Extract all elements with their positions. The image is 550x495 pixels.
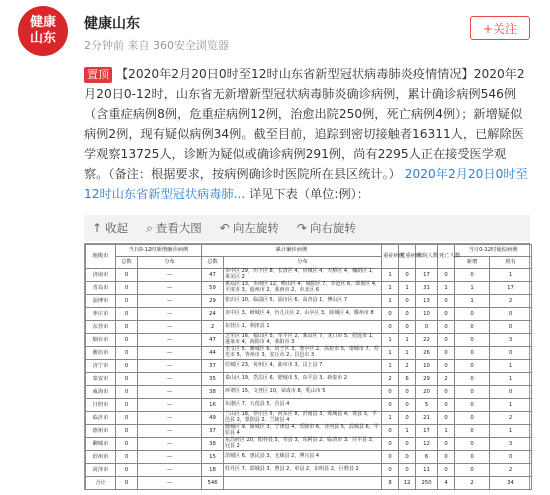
avatar-text-line2: 山东 — [29, 31, 56, 46]
post-link[interactable]: 2020年2月20日0时至12时山东省新型冠状病毒肺... — [84, 167, 528, 201]
header-critical: 危重病例 — [399, 245, 416, 269]
post-content — [84, 64, 530, 204]
cell-critical: 0 — [399, 269, 416, 282]
cell-suspect-now: 0 — [490, 386, 532, 399]
cell-cum-dist: 奎文区 5，潍城区 6，坊子区 3，寒亭区 2，高密市 5，诸城市 7，寿光市 5，青州市 3，安丘市 2，昌邑市 3 — [224, 347, 382, 360]
cell-city: 枣庄市 — [86, 308, 116, 321]
cell-severe: 1 — [382, 412, 399, 425]
cell-suspect-new: 0 — [455, 425, 490, 438]
cell-critical: 0 — [399, 386, 416, 399]
cell-critical: 0 — [399, 464, 416, 477]
table-subheader-row — [86, 257, 532, 269]
cell-cum-total: 59 — [202, 282, 224, 295]
cell-suspect-now: 0 — [490, 347, 532, 360]
cell-cum-dist: 张店区 10，临淄区 5，淄川区 6，高青县 1，博山区 7 — [224, 295, 382, 308]
cell-suspect-now: 0 — [490, 321, 532, 334]
cell-critical: 1 — [399, 282, 416, 295]
cell-suspect-now: 17 — [490, 282, 532, 295]
cell-suspect-new: 0 — [455, 360, 490, 373]
cell-critical: 1 — [399, 347, 416, 360]
cell-city: 潍坊市 — [86, 347, 116, 360]
cell-cured: 17 — [416, 269, 438, 282]
cell-cum-total: 24 — [202, 308, 224, 321]
cell-cum-total: 37 — [202, 425, 224, 438]
cell-cum-dist: 兰山区 18，罗庄区 5，河东区 8，沂南县 3，郯城县 4，费县 3，平邑县 2，蒙阴县 2，兰陵县 4 — [224, 412, 382, 425]
cell-new-dist: — — [138, 477, 202, 490]
follow-button[interactable]: +关注 — [470, 16, 530, 40]
table-row — [86, 425, 532, 438]
table-row — [86, 347, 532, 360]
cell-new-dist: — — [138, 438, 202, 451]
header-sus-new: 新增 — [455, 257, 490, 269]
cell-city: 淄博市 — [86, 295, 116, 308]
cell-suspect-now: 2 — [490, 295, 532, 308]
cell-critical: 0 — [399, 451, 416, 464]
cell-cum-dist: 黄岛区 13，市南区 12，崂山区 4，城阳区 7，李沧区 6，即墨区 4，平度市 3，胶州市 2，莱西市 2，市北区 6 — [225, 281, 381, 293]
cell-cured: 17 — [416, 425, 438, 438]
table-row — [86, 451, 532, 464]
cell-new-total: 0 — [116, 373, 138, 386]
cell-cum-total: 49 — [202, 412, 224, 425]
cell-cum-total: 47 — [202, 334, 224, 347]
cell-suspect-new: 1 — [455, 295, 490, 308]
post-text: 【2020年2月20日0时至12时山东省新型冠状病毒肺炎疫情情况】2020年2月20日0-12时，山东省无新增新型冠状病毒肺炎确诊病例，累计确诊病例546例（含重症病例8例，危重症病例12例，治愈出院250例，死亡病例4例）；新增疑似病例2例，现有疑似病例34例。截至目前，追踪到密切接触者16311人，已解除医学观察13725人，诊断为疑似或确诊病例291例，尚有2295人正在接受医学观察。（备注：根据要求，按病例确诊时医院所在县区统计。） — [84, 67, 525, 181]
table-row — [86, 360, 532, 373]
cell-city: 日照市 — [86, 399, 116, 412]
cell-cum-total: 35 — [202, 373, 224, 386]
cell-death: 1 — [438, 282, 455, 295]
cell-new-dist: — — [138, 347, 202, 360]
cell-cured: 11 — [416, 464, 438, 477]
cell-cum-dist: 牡丹区 7，郓城县 3，曹县 2，单县 2，东明县 2，巨野县 2 — [224, 464, 382, 477]
cell-new-dist: — — [138, 386, 202, 399]
cell-cured: 250 — [416, 477, 438, 490]
cell-death: 0 — [438, 399, 455, 412]
collapse-icon: ↑ — [92, 221, 103, 235]
cell-new-dist: — — [138, 425, 202, 438]
cell-cured: 6 — [416, 451, 438, 464]
cell-suspect-now: 3 — [490, 438, 532, 451]
table-row — [86, 477, 532, 490]
cell-new-total: 0 — [116, 464, 138, 477]
post-suffix: 详见下表（单位:例）： — [249, 187, 369, 201]
cell-severe: 0 — [382, 399, 399, 412]
cell-new-dist: — — [138, 412, 202, 425]
rotate-right-button[interactable] — [297, 220, 356, 236]
data-table-image[interactable] — [84, 243, 530, 490]
cell-new-total: 0 — [116, 386, 138, 399]
covid-table — [85, 244, 532, 490]
cell-suspect-new: 1 — [455, 282, 490, 295]
cell-cum-total: 18 — [202, 464, 224, 477]
cell-suspect-new: 0 — [455, 347, 490, 360]
cell-cured: 26 — [416, 347, 438, 360]
cell-city: 临沂市 — [86, 412, 116, 425]
header-new-total: 总数 — [116, 257, 138, 269]
cell-cum-dist: 市中区 29，历下区 8，长清区 4，历城区 4，天桥区 4，槐荫区 1，莱芜区 2 — [224, 269, 382, 282]
cell-cured: 31 — [416, 282, 438, 295]
cell-death: 0 — [438, 269, 455, 282]
cell-new-total: 0 — [116, 451, 138, 464]
cell-new-dist: — — [138, 360, 202, 373]
cell-cum-dist: 市中区 3，峄城区 4，台儿庄区 2，山亭区 3，薛城区 4，滕州市 8 — [224, 308, 382, 321]
cell-critical: 0 — [399, 321, 416, 334]
cell-cum-total: 38 — [202, 438, 224, 451]
cell-suspect-now: 0 — [490, 308, 532, 321]
cell-severe: 1 — [382, 269, 399, 282]
cell-severe: 0 — [382, 464, 399, 477]
cell-cured: 29 — [416, 373, 438, 386]
cell-death: 0 — [438, 386, 455, 399]
cell-new-total: 0 — [116, 308, 138, 321]
table-row — [86, 399, 532, 412]
cell-suspect-new: 0 — [455, 321, 490, 334]
cell-new-total: 0 — [116, 360, 138, 373]
view-large-button[interactable] — [146, 220, 202, 236]
cell-suspect-now: 0 — [490, 451, 532, 464]
cell-cum-dist: 任城区 23，兖州区 4，曲阜市 3，汶上县 7 — [224, 360, 382, 373]
header-new-confirmed: 当日0-12时新增确诊病例 — [116, 245, 202, 257]
cell-death: 0 — [438, 412, 455, 425]
cell-severe: 8 — [382, 477, 399, 490]
cell-city: 济南市 — [86, 269, 116, 282]
post-header — [0, 0, 550, 62]
collapse-label: 收起 — [105, 221, 129, 235]
cell-suspect-now: 1 — [490, 269, 532, 282]
cell-severe: 0 — [382, 425, 399, 438]
cell-death: 4 — [438, 477, 455, 490]
cell-new-total: 0 — [116, 412, 138, 425]
cell-city: 聊城市 — [86, 438, 116, 451]
cell-severe: 0 — [382, 321, 399, 334]
cell-critical: 2 — [399, 360, 416, 373]
cell-death: 0 — [438, 295, 455, 308]
cell-critical: 6 — [399, 373, 416, 386]
table-row — [86, 373, 532, 386]
cell-death: 1 — [438, 425, 455, 438]
cell-city: 德州市 — [86, 425, 116, 438]
cell-severe: 2 — [382, 373, 399, 386]
header-cured: 出院人数 — [416, 245, 438, 269]
cell-cum-dist: 东昌府区 20，阳谷县 5，莘县 3，东阿县 2，临清市 3，茌平县 3，冠县 2 — [224, 438, 382, 451]
cell-new-dist: — — [138, 282, 202, 295]
cell-cured: 22 — [416, 334, 438, 347]
cell-city: 烟台市 — [86, 334, 116, 347]
table-row — [86, 308, 532, 321]
cell-cum-total: 37 — [202, 360, 224, 373]
cell-new-total: 0 — [116, 334, 138, 347]
cell-severe: 0 — [382, 386, 399, 399]
cell-death: 0 — [438, 347, 455, 360]
cell-new-total: 0 — [116, 477, 138, 490]
cell-new-dist: — — [138, 399, 202, 412]
cell-cum-dist: 滨城区 6，惠民县 3，无棣县 2，博兴县 4 — [224, 451, 382, 464]
rotate-left-icon: ↶ — [219, 221, 230, 235]
cell-new-total: 0 — [116, 321, 138, 334]
cell-new-dist: — — [138, 321, 202, 334]
view-large-label: 查看大图 — [155, 221, 202, 235]
cell-suspect-now: 1 — [490, 425, 532, 438]
cell-new-dist: — — [138, 295, 202, 308]
cell-new-total: 0 — [116, 438, 138, 451]
cell-city: 威海市 — [86, 386, 116, 399]
avatar[interactable] — [18, 6, 68, 56]
cell-cured: 10 — [416, 360, 438, 373]
cell-cum-dist: 芝罘区 16，福山区 5，牟平区 2，莱山区 7，龙口市 5，招远市 1，蓬莱市 4，海阳市 4，莱阳市 3 — [224, 334, 382, 347]
cell-suspect-now: 1 — [490, 373, 532, 386]
cell-new-dist: — — [138, 308, 202, 321]
cell-death: 0 — [438, 438, 455, 451]
cell-suspect-new: 0 — [455, 412, 490, 425]
rotate-right-label: 向右旋转 — [309, 221, 356, 235]
cell-new-total: 0 — [116, 282, 138, 295]
cell-critical: 0 — [399, 438, 416, 451]
cell-new-dist: — — [138, 451, 202, 464]
cell-cum-dist: 东营区 1，利津县 1 — [224, 321, 382, 334]
collapse-button[interactable] — [92, 220, 128, 236]
cell-cured: 10 — [416, 308, 438, 321]
table-row — [86, 295, 532, 308]
cell-severe: 0 — [382, 308, 399, 321]
cell-city: 青岛市 — [86, 282, 116, 295]
cell-cum-dist: 环翠区 15，文登区 10，荣成市 8，乳山市 5 — [224, 386, 382, 399]
table-header-row — [86, 245, 532, 257]
cell-suspect-new: 0 — [455, 269, 490, 282]
cell-death: 0 — [438, 360, 455, 373]
cell-city: 合计 — [86, 477, 116, 490]
cell-city: 菏泽市 — [86, 464, 116, 477]
cell-suspect-new: 0 — [455, 308, 490, 321]
cell-critical: 0 — [399, 412, 416, 425]
cell-severe: 1 — [382, 295, 399, 308]
cell-new-total: 0 — [116, 269, 138, 282]
table-row — [86, 386, 532, 399]
cell-new-dist: — — [138, 334, 202, 347]
cell-death: 0 — [438, 334, 455, 347]
cell-city: 济宁市 — [86, 360, 116, 373]
table-row — [86, 334, 532, 347]
cell-city: 泰安市 — [86, 373, 116, 386]
rotate-left-button[interactable] — [220, 220, 279, 236]
cell-cum-total: 2 — [202, 321, 224, 334]
cell-severe: 1 — [382, 282, 399, 295]
cell-cum-total: 47 — [202, 269, 224, 282]
cell-suspect-new: 0 — [455, 451, 490, 464]
cell-cured: 13 — [416, 295, 438, 308]
table-row — [86, 464, 532, 477]
cell-suspect-now: 2 — [490, 464, 532, 477]
cell-new-total: 0 — [116, 347, 138, 360]
cell-cum-dist — [224, 477, 382, 490]
cell-new-dist: — — [138, 373, 202, 386]
cell-cum-dist: 东港区 7，五莲县 5，莒县 4 — [224, 399, 382, 412]
cell-suspect-new: 0 — [455, 386, 490, 399]
cell-critical: 0 — [399, 308, 416, 321]
cell-death: 2 — [438, 373, 455, 386]
cell-suspect-new: 0 — [455, 464, 490, 477]
cell-death: 0 — [438, 451, 455, 464]
cell-death: 0 — [438, 308, 455, 321]
table-row — [86, 412, 532, 425]
cell-city: 东营市 — [86, 321, 116, 334]
cell-severe: 1 — [382, 334, 399, 347]
post-meta: 2分钟前 来自 360安全浏览器 — [84, 39, 229, 52]
cell-cured: 20 — [416, 386, 438, 399]
cell-new-dist: — — [138, 269, 202, 282]
cell-critical: 0 — [399, 399, 416, 412]
table-row — [86, 321, 532, 334]
cell-cured: 12 — [416, 438, 438, 451]
account-name[interactable]: 健康山东 — [84, 16, 140, 32]
cell-cum-total: 546 — [202, 477, 224, 490]
table-row — [86, 269, 532, 282]
cell-suspect-now: 3 — [490, 334, 532, 347]
rotate-left-label: 向左旋转 — [232, 221, 279, 235]
cell-city: 滨州市 — [86, 451, 116, 464]
header-death: 死亡人数 — [438, 245, 455, 269]
cell-suspect-new: 0 — [455, 438, 490, 451]
cell-suspect-new: 0 — [455, 334, 490, 347]
cell-severe: 0 — [382, 451, 399, 464]
cell-suspect-now: 34 — [490, 477, 532, 490]
cell-severe: 0 — [382, 438, 399, 451]
cell-suspect-now: 2 — [490, 412, 532, 425]
header-severe: 重症病例 — [382, 245, 399, 269]
cell-death: 0 — [438, 464, 455, 477]
cell-cum-dist: 泰山区 19，岱岳区 6，肥城市 5，东平县 3，新泰市 2 — [224, 373, 382, 386]
cell-new-total: 0 — [116, 425, 138, 438]
header-sus-now: 现有 — [490, 257, 532, 269]
cell-critical: 12 — [399, 477, 416, 490]
cell-cum-total: 29 — [202, 295, 224, 308]
zoom-icon: ⌕ — [146, 220, 153, 235]
cell-critical: 1 — [399, 425, 416, 438]
table-row — [86, 282, 532, 295]
cell-severe: 1 — [382, 360, 399, 373]
image-toolbar — [84, 215, 530, 241]
header-cum-total: 总数 — [202, 257, 224, 269]
header-new-dist: 分布 — [138, 257, 202, 269]
cell-suspect-new: 2 — [455, 477, 490, 490]
cell-cum-total: 15 — [202, 451, 224, 464]
cell-suspect-new: 0 — [455, 399, 490, 412]
header-suspect: 当日0-12时疑似病例 — [455, 245, 532, 257]
cell-cured: 21 — [416, 412, 438, 425]
avatar-text-line1: 健康 — [29, 15, 56, 30]
cell-death: 0 — [438, 321, 455, 334]
cell-severe: 1 — [382, 347, 399, 360]
header-cum-dist: 分布 — [224, 257, 382, 269]
cell-suspect-now: 1 — [490, 360, 532, 373]
cell-new-total: 0 — [116, 295, 138, 308]
header-cumulative: 累计确诊病例 — [202, 245, 382, 257]
cell-cured: 0 — [416, 321, 438, 334]
pinned-badge: 置顶 — [84, 67, 112, 83]
cell-suspect-now: 1 — [490, 399, 532, 412]
cell-new-dist: — — [138, 464, 202, 477]
header-region: 地级市 — [86, 245, 116, 269]
cell-new-total: 0 — [116, 399, 138, 412]
cell-critical: 1 — [399, 334, 416, 347]
cell-suspect-new: 0 — [455, 373, 490, 386]
cell-cum-total: 16 — [202, 399, 224, 412]
cell-cum-total: 44 — [202, 347, 224, 360]
table-row — [86, 438, 532, 451]
cell-critical: 0 — [399, 295, 416, 308]
rotate-right-icon: ↷ — [296, 221, 307, 235]
cell-cum-total: 38 — [202, 386, 224, 399]
cell-cum-dist: 德城区 9，陵城区 3，宁津县 4，乐陵市 6，齐河县 5，武城县 6，平原县 4 — [224, 425, 382, 438]
cell-cured: 5 — [416, 399, 438, 412]
